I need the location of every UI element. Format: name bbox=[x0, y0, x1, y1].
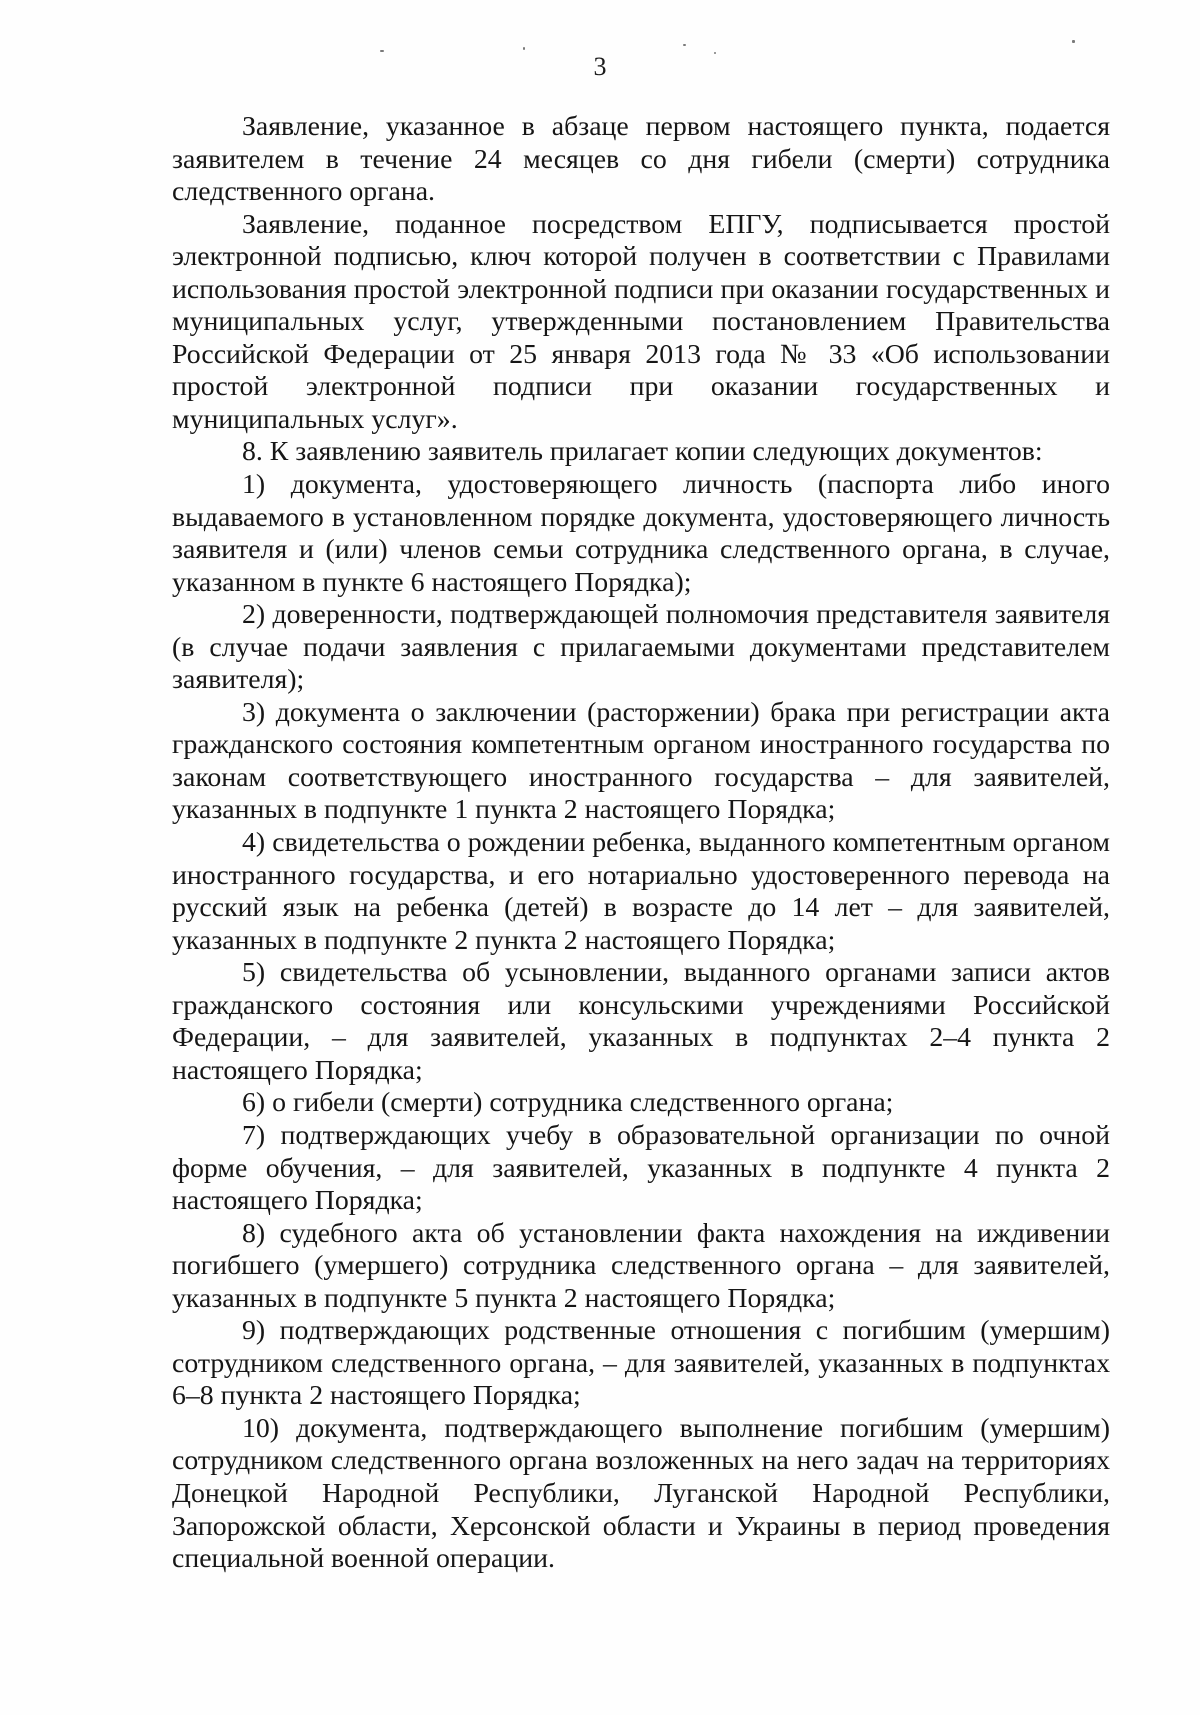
list-item-kinship-documents: 9) подтверждающих родственные отношения с погибшим (умершим) сотрудником следственного органа, – для заявителей, указанных в подпунктах 6–8 пункта 2 настоящего Порядка; bbox=[172, 1315, 1110, 1412]
list-item-birth-certificate: 4) свидетельства о рождении ребенка, выданного компетентным органом иностранного государства, и его нотариально удостоверенного перевода на русский язык на ребенка (детей) в возрасте до 14 лет – для заявителей, указанных в подпункте 2 пункта 2 настоящего Порядка; bbox=[172, 827, 1110, 956]
list-item-death-document: 6) о гибели (смерти) сотрудника следственного органа; bbox=[242, 1087, 894, 1119]
scan-speck bbox=[523, 47, 525, 50]
paragraph-application-deadline: Заявление, указанное в абзаце первом настоящего пункта, подается заявителем в течение 24 месяцев со дня гибели (смерти) сотрудника следственного органа. bbox=[172, 111, 1110, 208]
list-item-study-confirmation: 7) подтверждающих учебу в образовательной организации по очной форме обучения, – для заявителей, указанных в подпункте 4 пункта 2 настоящего Порядка; bbox=[172, 1119, 1110, 1217]
list-item-marriage-document: 3) документа о заключении (расторжении) брака при регистрации акта гражданского состояния компетентным органом иностранного государства по законам соответствующего иностранного государства – для заявителей, указанных в подпункте 1 пункта 2 настоящего Порядка; bbox=[172, 696, 1110, 826]
list-item-adoption-certificate: 5) свидетельства об усыновлении, выданного органами записи актов гражданского состояния или консульскими учреждениями Российской Федерации, – для заявителей, указанных в подпунктах 2–4 пункта 2 настоящего Порядка; bbox=[172, 957, 1110, 1086]
list-item-identity-document: 1) документа, удостоверяющего личность (паспорта либо иного выдаваемого в установленном порядке документа, удостоверяющего личность заявителя и (или) членов семьи сотрудника следственного органа, в случае, указанном в пункте 6 настоящего Порядка); bbox=[172, 469, 1110, 598]
paragraph-epgu-signature: Заявление, поданное посредством ЕПГУ, подписывается простой электронной подписью, ключ которой получен в соответствии с Правилами использования простой электронной подписи при оказании государственных и муниципальных услуг, утвержденными постановлением Правительства Российской Федерации от 25 января 2013 года № 33 «Об использовании простой электронной подписи при оказании государственных и муниципальных услуг». bbox=[172, 208, 1110, 435]
paragraph-item-8-heading: 8. К заявлению заявитель прилагает копии следующих документов: bbox=[242, 436, 1043, 468]
document-body bbox=[172, 111, 1110, 1576]
scan-speck bbox=[1072, 40, 1075, 43]
list-item-court-act: 8) судебного акта об установлении факта нахождения на иждивении погибшего (умершего) сотрудника следственного органа – для заявителей, указанных в подпункте 5 пункта 2 настоящего Порядка; bbox=[172, 1217, 1110, 1314]
scan-speck bbox=[683, 44, 686, 46]
list-item-special-operation-document: 10) документа, подтверждающего выполнение погибшим (умершим) сотрудником следственного органа возложенных на него задач на территориях Донецкой Народной Республики, Луганской Народной Республики, Запорожской области, Херсонской области и Украины в период проведения специальной военной операции. bbox=[172, 1412, 1110, 1575]
page-number: 3 bbox=[593, 52, 607, 81]
list-item-power-of-attorney: 2) доверенности, подтверждающей полномочия представителя заявителя (в случае подачи заявления с прилагаемыми документами представителем заявителя); bbox=[172, 599, 1110, 696]
